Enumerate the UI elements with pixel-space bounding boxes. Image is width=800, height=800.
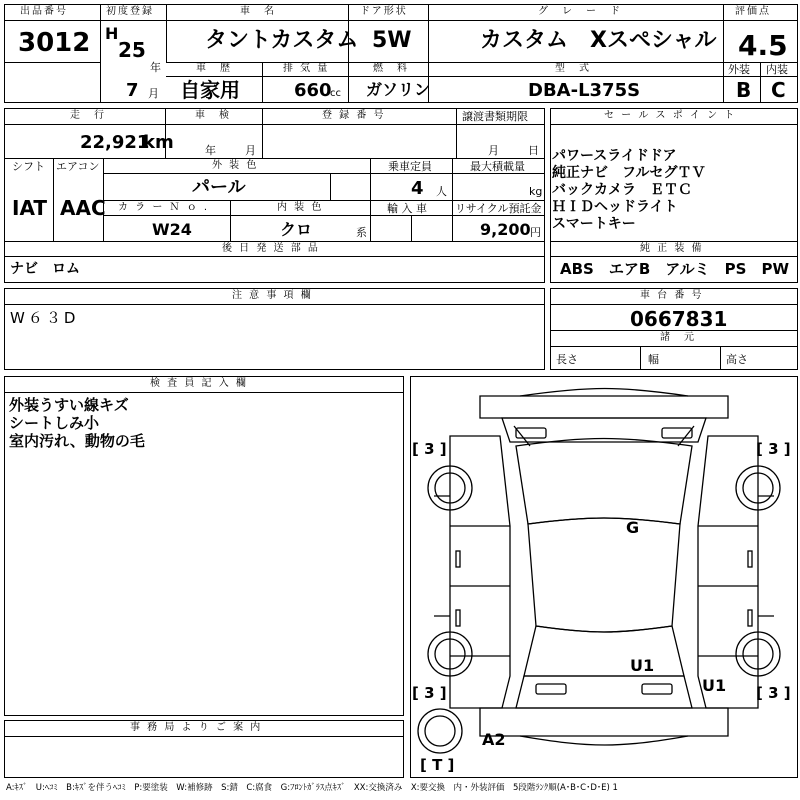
shift: IAT [12, 196, 48, 220]
score-header: 評価点 [735, 6, 771, 17]
door-type: 5W [372, 28, 412, 53]
tire-fr-rating: [ 3 ] [756, 440, 791, 458]
reg-year: 25 [118, 38, 146, 62]
car-name-header: 車 名 [240, 6, 276, 17]
displacement-unit: cc [330, 88, 341, 99]
car-diagram [410, 376, 798, 778]
damage-mark-glass: G [626, 518, 640, 537]
color-no: W24 [152, 220, 192, 239]
transfer-deadline-header: 譲渡書類期限 [462, 110, 528, 123]
history: 自家用 [180, 78, 240, 102]
import-header: 輸 入 車 [387, 202, 427, 215]
aircon: AAC [60, 196, 106, 220]
sales-point-item: パワースライドドア [552, 148, 677, 164]
inspector-note: 外装うすい線キズ [9, 396, 129, 414]
office-header: 事 務 局 よ り ご 案 内 [130, 722, 263, 733]
displacement: 660 [294, 80, 332, 101]
transfer-day-unit: 日 [528, 144, 539, 157]
capacity-header: 乗車定員 [388, 160, 432, 173]
sales-point-item: 純正ナビ フルセグＴＶ [552, 165, 706, 181]
sales-point-list [552, 148, 705, 233]
sales-point-item: バックカメラ ＥＴＣ [552, 182, 692, 198]
displacement-header: 排 気 量 [283, 63, 330, 74]
capacity-unit: 人 [436, 185, 447, 198]
interior-header: 内装 [766, 63, 788, 76]
inspector-note: シートしみ小 [9, 414, 100, 432]
sales-point-header: セ ー ル ス ポ イ ン ト [604, 110, 737, 121]
recycle: 9,200 [480, 220, 531, 239]
load-unit: kg [529, 185, 543, 198]
damage-mark-rear: U1 [630, 656, 655, 675]
reg-month: 7 [126, 80, 139, 101]
era-letter: H [105, 24, 119, 43]
tire-rl-rating: [ 3 ] [412, 684, 447, 702]
model-header: 型 式 [555, 63, 591, 74]
reg-no-header: 登 録 番 号 [322, 110, 386, 121]
history-header: 車 歴 [196, 63, 232, 74]
mileage: 22,921 [80, 132, 150, 153]
mileage-header: 走 行 [70, 110, 106, 121]
legend: A:ｷｽﾞ U:ﾍｺﾐ B:ｷｽﾞを伴うﾍｺﾐ P:要塗装 W:補修跡 S:錆 C:腐食 G:ﾌﾛﾝﾄｶﾞﾗｽ点ｷｽﾞ XX:交換済み X:要交換 内・外装評価 5段階ﾗﾝｸ順(A･B･C･D･E) 1 [6, 783, 618, 793]
score: 4.5 [738, 29, 788, 62]
car-name: タントカスタム [205, 28, 359, 53]
std-equip-header: 純 正 装 備 [640, 243, 704, 254]
std-equip: ABS エアB アルミ PS PW [560, 260, 790, 278]
height-label: 高さ [726, 353, 748, 366]
tire-fl-rating: [ 3 ] [412, 440, 447, 458]
ext-color: パール [192, 177, 246, 198]
tire-rr-rating: [ 3 ] [756, 684, 791, 702]
aircon-header: エアコン [56, 160, 100, 173]
capacity: 4 [411, 178, 424, 199]
max-load-header: 最大積載量 [470, 160, 525, 173]
transfer-month-unit: 月 [488, 144, 499, 157]
sales-point-item: スマートキー [552, 216, 636, 232]
int-color: クロ [280, 220, 313, 239]
interior-grade: C [771, 78, 786, 102]
fuel-header: 燃 料 [373, 63, 409, 74]
chassis-no: 0667831 [630, 307, 728, 331]
specs-header: 諸 元 [660, 332, 696, 343]
sales-point-item: ＨＩＤヘッドライト [552, 199, 678, 215]
lot-no: 3012 [18, 28, 91, 58]
insp-month-unit: 月 [245, 144, 256, 157]
damage-mark-bumper: A2 [482, 730, 506, 749]
inspection-header: 車 検 [195, 110, 231, 121]
length-label: 長さ [556, 353, 578, 366]
fuel: ガソリン [366, 80, 431, 99]
later-parts-header: 後 日 発 送 部 品 [222, 243, 320, 254]
model: DBA-L375S [528, 80, 641, 101]
damage-mark-right: U1 [702, 676, 727, 695]
inspector-notes [9, 396, 145, 450]
grade: カスタム Xスペシャル [480, 28, 717, 53]
recycle-unit: 円 [530, 226, 541, 239]
lot-no-header: 出品番号 [20, 6, 68, 17]
shift-header: シフト [12, 160, 45, 173]
first-reg-header: 初度登録 [106, 6, 154, 17]
inspector-header: 検 査 員 記 入 欄 [150, 378, 248, 389]
insp-year-unit: 年 [205, 144, 216, 157]
int-color-unit: 系 [356, 226, 367, 239]
color-no-header: カ ラ ー Ｎ ｏ . [118, 202, 210, 213]
notes: W６３D [10, 309, 79, 327]
reg-month-unit: 月 [148, 87, 159, 100]
int-color-header: 内 装 色 [277, 202, 324, 213]
width-label: 幅 [648, 353, 659, 366]
door-type-header: ドア形状 [360, 6, 408, 17]
later-parts: ナビ ロム [10, 261, 80, 277]
reg-year-unit: 年 [150, 61, 161, 74]
notes-header: 注 意 事 項 欄 [232, 290, 313, 301]
chassis-no-header: 車 台 番 号 [640, 290, 704, 301]
exterior-header: 外装 [728, 63, 750, 76]
recycle-header: リサイクル預託金 [455, 202, 542, 215]
exterior-grade: B [736, 78, 752, 102]
inspector-note: 室内汚れ、動物の毛 [9, 432, 145, 450]
grade-header: グ レ ー ド [538, 6, 622, 17]
ext-color-header: 外 装 色 [212, 160, 259, 171]
spare-tire-rating: [ T ] [420, 756, 455, 774]
mileage-unit: km [143, 132, 174, 153]
